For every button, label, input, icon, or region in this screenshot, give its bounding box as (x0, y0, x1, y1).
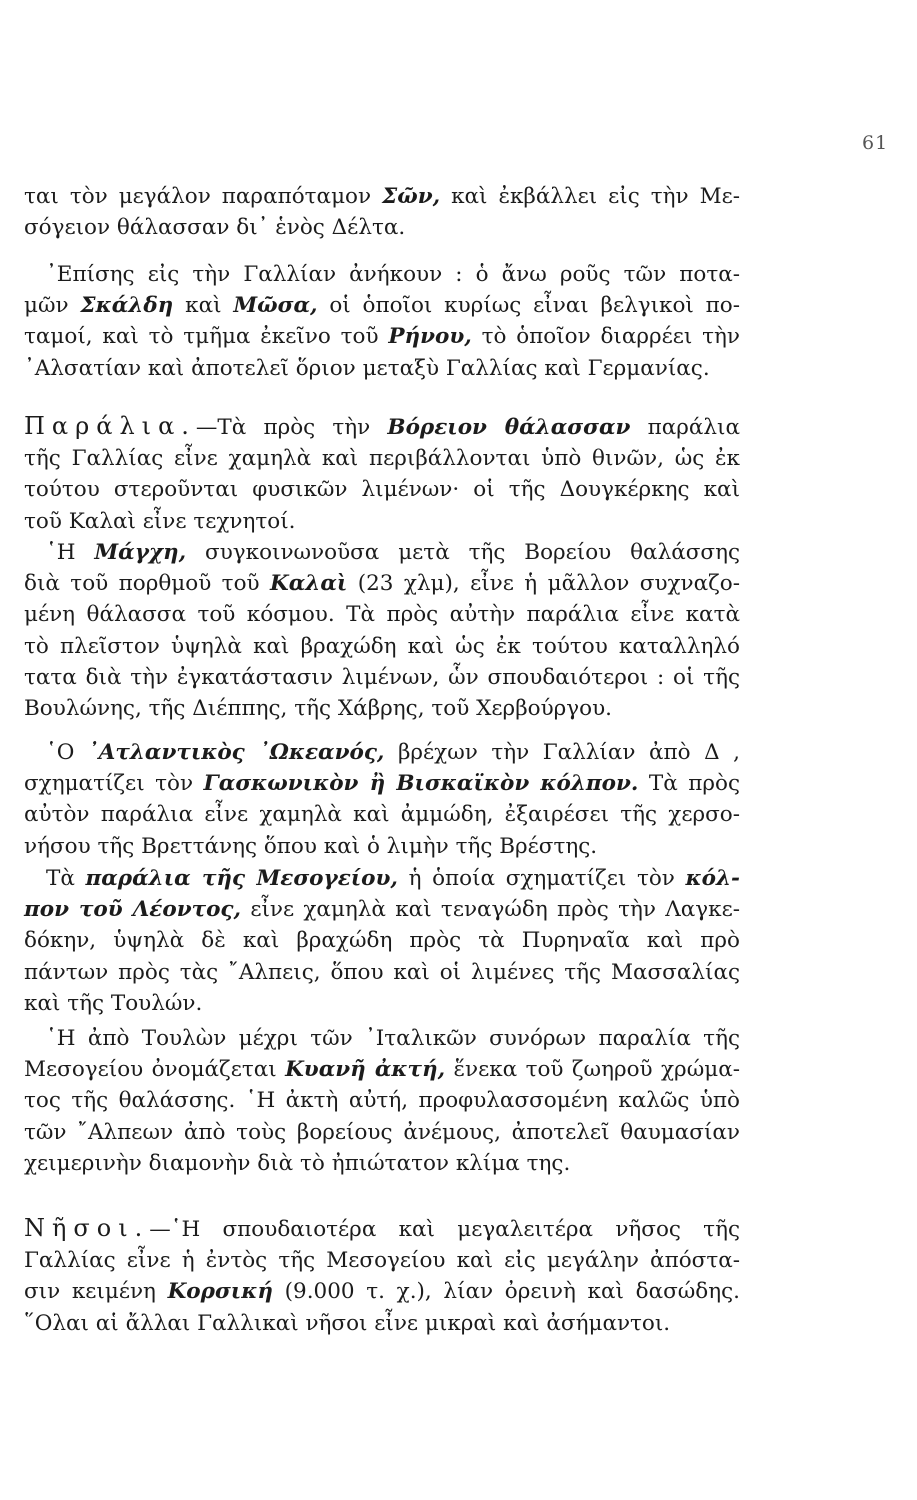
text-run: καὶ (173, 293, 234, 319)
text-line (24, 181, 740, 212)
text-run: τὸ πλεῖστον ὑψηλὰ καὶ βραχώδη καὶ ὡς ἐκ τούτου καταλληλό (24, 633, 740, 659)
paragraph-mediterranean-coasts (24, 863, 740, 1019)
text-run: τῆς Γαλλίας εἶνε χαμηλὰ καὶ περιβάλλονται ὑπὸ θινῶν, ὡς ἐκ (24, 446, 740, 472)
text-run: μῶν (24, 293, 81, 319)
emphasized-term: παράλια τῆς Μεσογείου, (85, 866, 398, 891)
text-line (24, 1054, 740, 1085)
paragraph-rhone-continuation (24, 181, 740, 243)
text-run: τὸ ὁποῖον διαρρέει τὴν (471, 324, 740, 350)
text-run: Γαλλίας εἶνε ἡ ἐντὸς τῆς Μεσογείου καὶ εἰς μεγάλην ἀπόστα- (24, 1248, 740, 1274)
text-line (24, 799, 740, 830)
text-line (24, 1023, 740, 1054)
text-line (24, 957, 740, 988)
emphasized-term: Ρήνου, (388, 324, 472, 350)
text-line (24, 693, 740, 724)
text-line (24, 1245, 740, 1276)
text-run: χειμερινὴν διαμονὴν διὰ τὸ ἠπιώτατον κλίμα της. (24, 1150, 571, 1176)
text-run: —Τὰ πρὸς τὴν (195, 415, 388, 440)
text-run: Τὰ (46, 866, 86, 891)
text-line (24, 568, 740, 599)
text-run: ῾Η (46, 540, 95, 565)
emphasized-term: Κορσική (167, 1279, 273, 1305)
emphasized-term: ᾽Ατλαντικὸς ᾽Ωκεανός, (87, 740, 385, 765)
text-line (24, 506, 740, 537)
text-run: καὶ ἐκβάλλει εἰς τὴν Με- (440, 184, 740, 209)
text-run: οἱ ὁποῖοι κυρίως εἶναι βελγικοὶ πο- (317, 293, 740, 319)
text-run: διὰ τοῦ πορθμοῦ τοῦ (24, 571, 271, 597)
text-run: παράλια (630, 415, 741, 440)
emphasized-term: Σκάλδη (80, 293, 174, 319)
emphasized-term: Μῶσα, (233, 293, 318, 319)
text-line (24, 353, 740, 384)
text-run: τοῦ Καλαὶ εἶνε τεχνητοί. (24, 508, 296, 534)
text-line (24, 831, 740, 862)
text-line (24, 662, 740, 693)
text-run: βρέχων τὴν Γαλλίαν ἀπὸ Δ , (384, 740, 740, 765)
text-line (24, 631, 740, 662)
text-run: ῞Ολαι αἱ ἄλλαι Γαλλικαὶ νῆσοι εἶνε μικραὶ καὶ ἀσήμαντοι. (24, 1310, 671, 1336)
text-run: πάντων πρὸς τὰς ῎Αλπεις, ὅπου καὶ οἱ λιμένες τῆς Μασσαλίας (24, 959, 740, 985)
text-line (24, 768, 740, 799)
text-run: αὐτὸν παράλια εἶνε χαμηλὰ καὶ ἀμμώδη, ἐξαιρέσει τῆς χερσο- (24, 802, 740, 828)
emphasized-term: πον τοῦ Λέοντος, (24, 897, 242, 923)
paragraph-coasts-north-sea (24, 411, 740, 537)
text-run: μένη θάλασσα τοῦ κόσμου. Τὰ πρὸς αὐτὴν παράλια εἶνε κατὰ (24, 602, 740, 628)
text-run: τος τῆς θαλάσσης. ῾Η ἀκτὴ αὐτή, προφυλασσομένη καλῶς ὑπὸ (24, 1088, 740, 1114)
text-run: συγκοινωνοῦσα μετὰ τῆς Βορείου θαλάσσης (186, 540, 740, 565)
text-line (24, 1117, 740, 1148)
text-run: εἶνε χαμηλὰ καὶ τεναγώδη πρὸς τὴν Λαγκε- (241, 897, 740, 923)
emphasized-term: κόλ- (685, 866, 740, 891)
text-line (24, 925, 740, 956)
text-line (24, 259, 740, 290)
text-line (24, 599, 740, 630)
emphasized-term: Σῶν, (382, 184, 441, 209)
text-run: ᾽Επίσης εἰς τὴν Γαλλίαν ἀνήκουν : ὁ ἄνω ροῦς τῶν ποτα- (46, 262, 740, 287)
text-line (24, 411, 740, 443)
text-run: τῶν ῎Αλπεων ἀπὸ τοὺς βορείους ἀνέμους, ἀποτελεῖ θαυμασίαν (24, 1119, 740, 1145)
text-run: ται τὸν μεγάλον παραπόταμον (24, 184, 383, 209)
emphasized-term: Γασκωνικὸν ἢ Βισκαϊκὸν κόλπον. (203, 771, 639, 797)
text-run: ἡ ὁποία σχηματίζει τὸν (397, 866, 686, 891)
paragraph-cote-d-azur (24, 1023, 740, 1179)
page-number: 61 (862, 132, 889, 154)
text-run: σόγειον θάλασσαν δι᾽ ἑνὸς Δέλτα. (24, 215, 406, 241)
text-line (24, 1308, 740, 1339)
paragraph-islands (24, 1213, 740, 1339)
text-run: ῾Η ἀπὸ Τουλὼν μέχρι τῶν ᾽Ιταλικῶν συνόρων παραλία τῆς (46, 1026, 740, 1051)
text-run: ἕνεκα τοῦ ζωηροῦ χρώμα- (445, 1057, 740, 1083)
text-line (24, 443, 740, 474)
text-run: ταμοί, καὶ τὸ τμῆμα ἐκεῖνο τοῦ (24, 324, 389, 350)
text-line (24, 737, 740, 768)
text-run: σιν κειμένη (24, 1279, 168, 1305)
text-run: ᾽Αλσατίαν καὶ ἀποτελεῖ ὅριον μεταξὺ Γαλλίας καὶ Γερμανίας. (24, 355, 710, 381)
text-run: δόκην, ὑψηλὰ δὲ καὶ βραχώδη πρὸς τὰ Πυρηναῖα καὶ πρὸ (24, 928, 740, 954)
text-run: (23 χλμ), εἶνε ἡ μᾶλλον συχναζο- (347, 571, 740, 597)
text-run: Βουλώνης, τῆς Διέππης, τῆς Χάβρης, τοῦ Χερβούργου. (24, 696, 612, 722)
text-run: ῾Ο (46, 740, 88, 765)
paragraph-english-channel (24, 537, 740, 724)
emphasized-term: Μάγχη, (94, 540, 187, 565)
text-line (24, 863, 740, 894)
text-line (24, 1085, 740, 1116)
text-line (24, 212, 740, 243)
text-run: νήσου τῆς Βρεττάνης ὅπου καὶ ὁ λιμὴν τῆς Βρέστης. (24, 833, 598, 859)
text-line (24, 474, 740, 505)
text-line (24, 1276, 740, 1307)
emphasized-term: Βόρειον θάλασσαν (387, 415, 631, 440)
text-run: Τὰ πρὸς (638, 771, 740, 797)
section-heading: Νῆσοι. (24, 1214, 150, 1242)
section-heading: Παράλια. (24, 412, 196, 440)
paragraph-atlantic-ocean (24, 737, 740, 862)
text-run: τατα διὰ τὴν ἐγκατάστασιν λιμένων, ὧν σπουδαιότεροι : οἱ τῆς (24, 664, 740, 690)
text-line (24, 290, 740, 321)
text-line (24, 321, 740, 352)
text-run: σχηματίζει τὸν (24, 771, 204, 797)
text-line (24, 1213, 740, 1245)
text-line (24, 537, 740, 568)
paragraph-other-rivers (24, 259, 740, 384)
text-run: (9.000 τ. χ.), λίαν ὀρεινὴ καὶ δασώδης. (272, 1279, 740, 1305)
text-run: καὶ τῆς Τουλών. (24, 990, 203, 1016)
text-line (24, 988, 740, 1019)
text-run: —῾Η σπουδαιοτέρα καὶ μεγαλειτέρα νῆσος τῆς (149, 1217, 740, 1242)
emphasized-term: Καλαὶ (270, 571, 348, 597)
text-run: Μεσογείου ὀνομάζεται (24, 1057, 286, 1083)
emphasized-term: Κυανῆ ἀκτή, (285, 1057, 446, 1083)
text-run: τούτου στεροῦνται φυσικῶν λιμένων· οἱ τῆς Δουγκέρκης καὶ (24, 477, 740, 503)
text-line (24, 894, 740, 925)
text-line (24, 1148, 740, 1179)
